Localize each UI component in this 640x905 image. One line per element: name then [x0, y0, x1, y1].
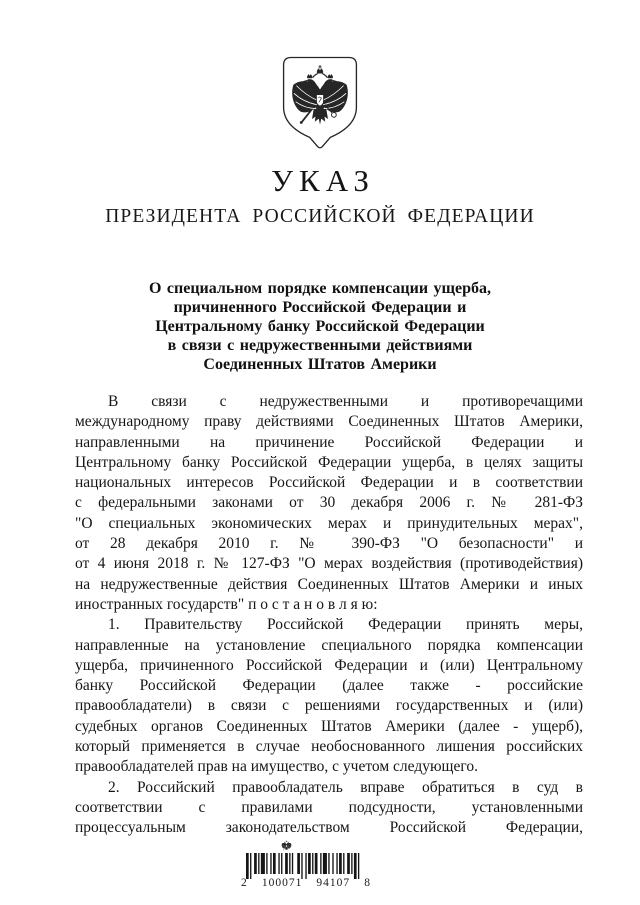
- body-line: Центральному банку Российской Федерации ущерба, в целях защиты: [75, 453, 583, 471]
- body-line: иностранных государств" п о с т а н о в л я ю:: [75, 595, 378, 613]
- barcode-digit-right: 8: [364, 877, 371, 889]
- body-line: от 4 июня 2018 г. № 127-ФЗ "О мерах воздействия (противодействия): [75, 555, 583, 573]
- body-line: правообладатели) в связи с решениями государственных и (или): [75, 697, 583, 715]
- doc-type-title: УКАЗ: [271, 163, 375, 198]
- body-line: банку Российской Федерации (далее также - российские: [75, 677, 583, 695]
- body-line: на недружественные действия Соединенных Штатов Америки и иных: [75, 575, 583, 593]
- body-line: направленными на причинение Российской Федерации и: [75, 433, 583, 451]
- body-line: В связи с недружественными и противоречащими: [108, 393, 583, 410]
- barcode-digit-group: 100071: [261, 877, 303, 889]
- russia-coat-of-arms-icon: [277, 55, 363, 151]
- body-line: 2. Российский правообладатель вправе обратиться в суд в: [108, 778, 583, 796]
- barcode-digit-group: 94107: [316, 877, 351, 889]
- body-line: с федеральными законами от 30 декабря 2006 г. № 281-ФЗ: [75, 494, 583, 512]
- body-line: направленные на установление специального порядка компенсации: [75, 636, 583, 654]
- title-line: Центральному банку Российской Федерации: [155, 318, 485, 335]
- title-line: О специальном порядке компенсации ущерба,: [148, 280, 492, 297]
- issuer-line: ПРЕЗИДЕНТА РОССИЙСКОЙ ФЕДЕРАЦИИ: [105, 206, 535, 227]
- barcode-digits: [241, 877, 371, 889]
- barcode-digit-left: 2: [241, 877, 248, 889]
- barcode: [246, 853, 362, 879]
- paragraph: [75, 615, 583, 777]
- paragraph: [75, 392, 583, 615]
- title-line: причиненного Российской Федерации и: [173, 299, 467, 316]
- body-line: от 28 декабря 2010 г. № 390-ФЗ "О безопасности" и: [75, 535, 583, 553]
- body-line: соответствии с правилами подсудности, установленными: [75, 798, 583, 816]
- body-line: судебных органов Соединенных Штатов Америки (далее - ущерб),: [75, 717, 583, 735]
- body-line: "О специальных экономических мерах и принудительных мерах",: [75, 514, 583, 532]
- body-line: национальных интересов Российской Федерации и в соответствии: [75, 474, 583, 492]
- body-line: правообладателей прав на имущество, с учетом следующего.: [75, 758, 478, 776]
- body-line: международному праву действиями Соединенных Штатов Америки,: [75, 413, 583, 431]
- body-line: 1. Правительству Российской Федерации принять меры,: [108, 616, 583, 634]
- paragraph: [75, 778, 583, 839]
- body-line: процессуальным законодательством Российской Федерации,: [75, 819, 583, 837]
- double-headed-eagle-mark-icon: [279, 840, 294, 852]
- title-line: в связи с недружественными действиями: [167, 337, 473, 354]
- body-line: ущерба, причиненного Российской Федерации и (или) Центральному: [75, 656, 583, 674]
- body-line: который применяется в случае необоснованного лишения российских: [75, 738, 583, 756]
- title-line: Соединенных Штатов Америки: [203, 356, 437, 373]
- decree-title: [0, 279, 640, 374]
- document-body: [75, 392, 583, 839]
